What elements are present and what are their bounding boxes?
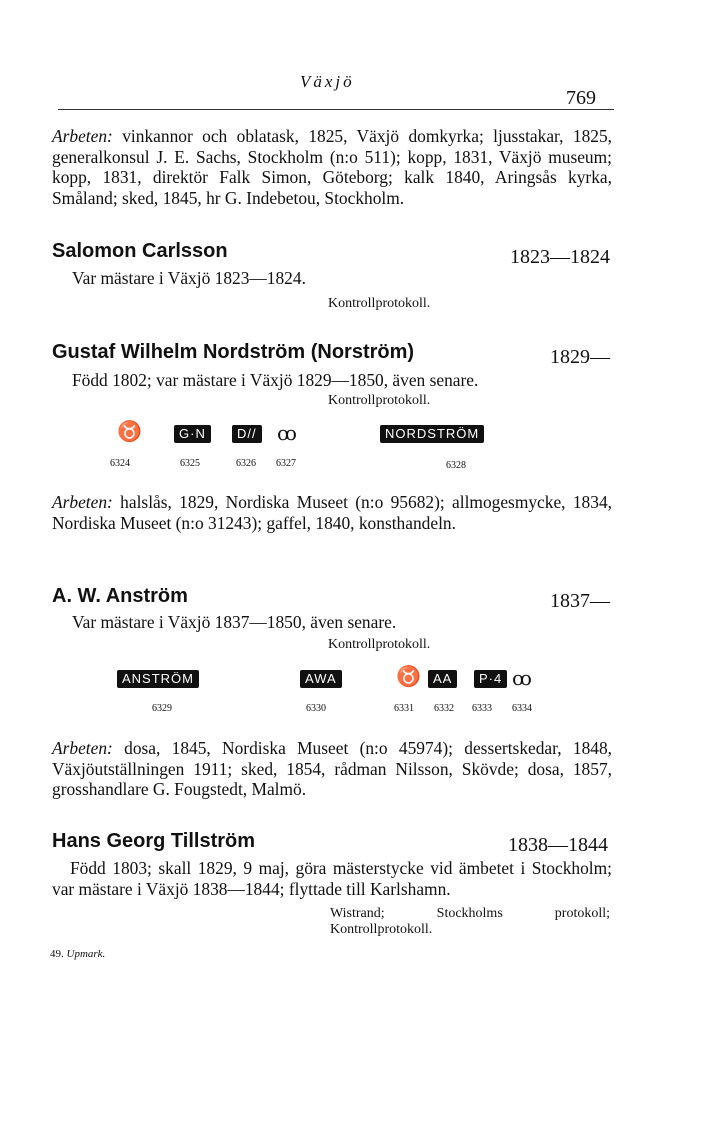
entry-years-tillstrom: 1838—1844 <box>508 834 608 856</box>
hallmark-6325: G·N <box>174 425 211 443</box>
intro-paragraph <box>52 126 612 208</box>
entry-text-tillstrom: Född 1803; skall 1829, 9 maj, göra mästerstycke vid ämbetet i Stockholm; var mästare i Växjö 1838—1844; flyttade till Karlshamn. <box>52 858 612 899</box>
entry-name-nordstrom: Gustaf Wilhelm Nordström (Norström) <box>52 341 415 363</box>
mark-number-6326: 6326 <box>236 458 256 469</box>
hallmark-6326: D// <box>232 425 262 443</box>
hallmark-6324: ♉ <box>117 421 142 443</box>
mark-number-6328: 6328 <box>446 460 466 471</box>
signature-number: 49. <box>50 948 64 960</box>
mark-number-6325: 6325 <box>180 458 200 469</box>
works-text-anstrom: dosa, 1845, Nordiska Museet (n:o 45974); dessertskedar, 1848, Växjöutställningen 1911; sked, 1854, rådman Nilsson, Skövde; dosa, 1857, grosshandlare G. Fougstedt, Malmö. <box>52 738 612 799</box>
hallmark-6328: NORDSTRÖM <box>380 425 484 443</box>
mark-number-6333: 6333 <box>472 703 492 714</box>
intro-label: Arbeten: <box>52 126 113 146</box>
mark-number-6324: 6324 <box>110 458 130 469</box>
hallmark-6327: ꝏ <box>277 423 297 445</box>
hallmark-6333: P·4 <box>474 670 507 688</box>
hallmark-6332: AA <box>428 670 457 688</box>
entry-source-nordstrom: Kontrollprotokoll. <box>328 393 431 408</box>
hallmark-6331: ♉ <box>396 666 421 688</box>
mark-number-6334: 6334 <box>512 703 532 714</box>
entry-line-nordstrom: Född 1802; var mästare i Växjö 1829—1850, även senare. <box>72 370 479 390</box>
works-label-nordstrom: Arbeten: <box>52 492 113 512</box>
entry-source-tillstrom: Wistrand; Stockholms protokoll; Kontrollprotokoll. <box>330 906 610 937</box>
works-text-nordstrom: halslås, 1829, Nordiska Museet (n:o 95682); allmogesmycke, 1834, Nordiska Museet (n:o 31243); gaffel, 1840, konsthandeln. <box>52 492 612 533</box>
entry-name-tillstrom: Hans Georg Tillström <box>52 830 256 852</box>
entry-source-carlsson: Kontrollprotokoll. <box>328 296 431 311</box>
entry-name-carlsson: Salomon Carlsson <box>52 240 228 262</box>
mark-number-6327: 6327 <box>276 458 296 469</box>
mark-number-6331: 6331 <box>394 703 414 714</box>
hallmark-6329: ANSTRÖM <box>117 670 199 688</box>
mark-number-6332: 6332 <box>434 703 454 714</box>
entry-line-anstrom: Var mästare i Växjö 1837—1850, även senare. <box>72 612 397 632</box>
mark-number-6330: 6330 <box>306 703 326 714</box>
hallmark-6334: ꝏ <box>512 668 532 690</box>
entry-name-anstrom: A. W. Anström <box>52 585 188 607</box>
entry-source-anstrom: Kontrollprotokoll. <box>328 637 431 652</box>
entry-years-nordstrom: 1829— <box>550 346 610 368</box>
header-rule <box>58 109 614 110</box>
hallmark-6330: AWA <box>300 670 342 688</box>
running-title: Växjö <box>300 72 355 91</box>
entry-line-carlsson: Var mästare i Växjö 1823—1824. <box>72 268 306 288</box>
signature-author: Upmark. <box>66 948 106 960</box>
works-label-anstrom: Arbeten: <box>52 738 113 758</box>
works-paragraph-anstrom <box>52 738 612 800</box>
entry-years-anstrom: 1837— <box>550 590 610 612</box>
intro-text: vinkannor och oblatask, 1825, Växjö domkyrka; ljusstakar, 1825, generalkonsul J. E. Sachs, Stockholm (n:o 511); kopp, 1831, Växjö museum; kopp, 1831, direktör Falk Simon, Göteborg; kalk 1840, Aringsås kyrka, Småland; sked, 1845, hr G. Indebetou, Stockholm. <box>52 126 612 208</box>
works-paragraph-nordstrom <box>52 492 612 533</box>
mark-number-6329: 6329 <box>152 703 172 714</box>
entry-years-carlsson: 1823—1824 <box>510 246 610 268</box>
sheet-signature <box>50 948 105 960</box>
page-number: 769 <box>566 87 596 109</box>
